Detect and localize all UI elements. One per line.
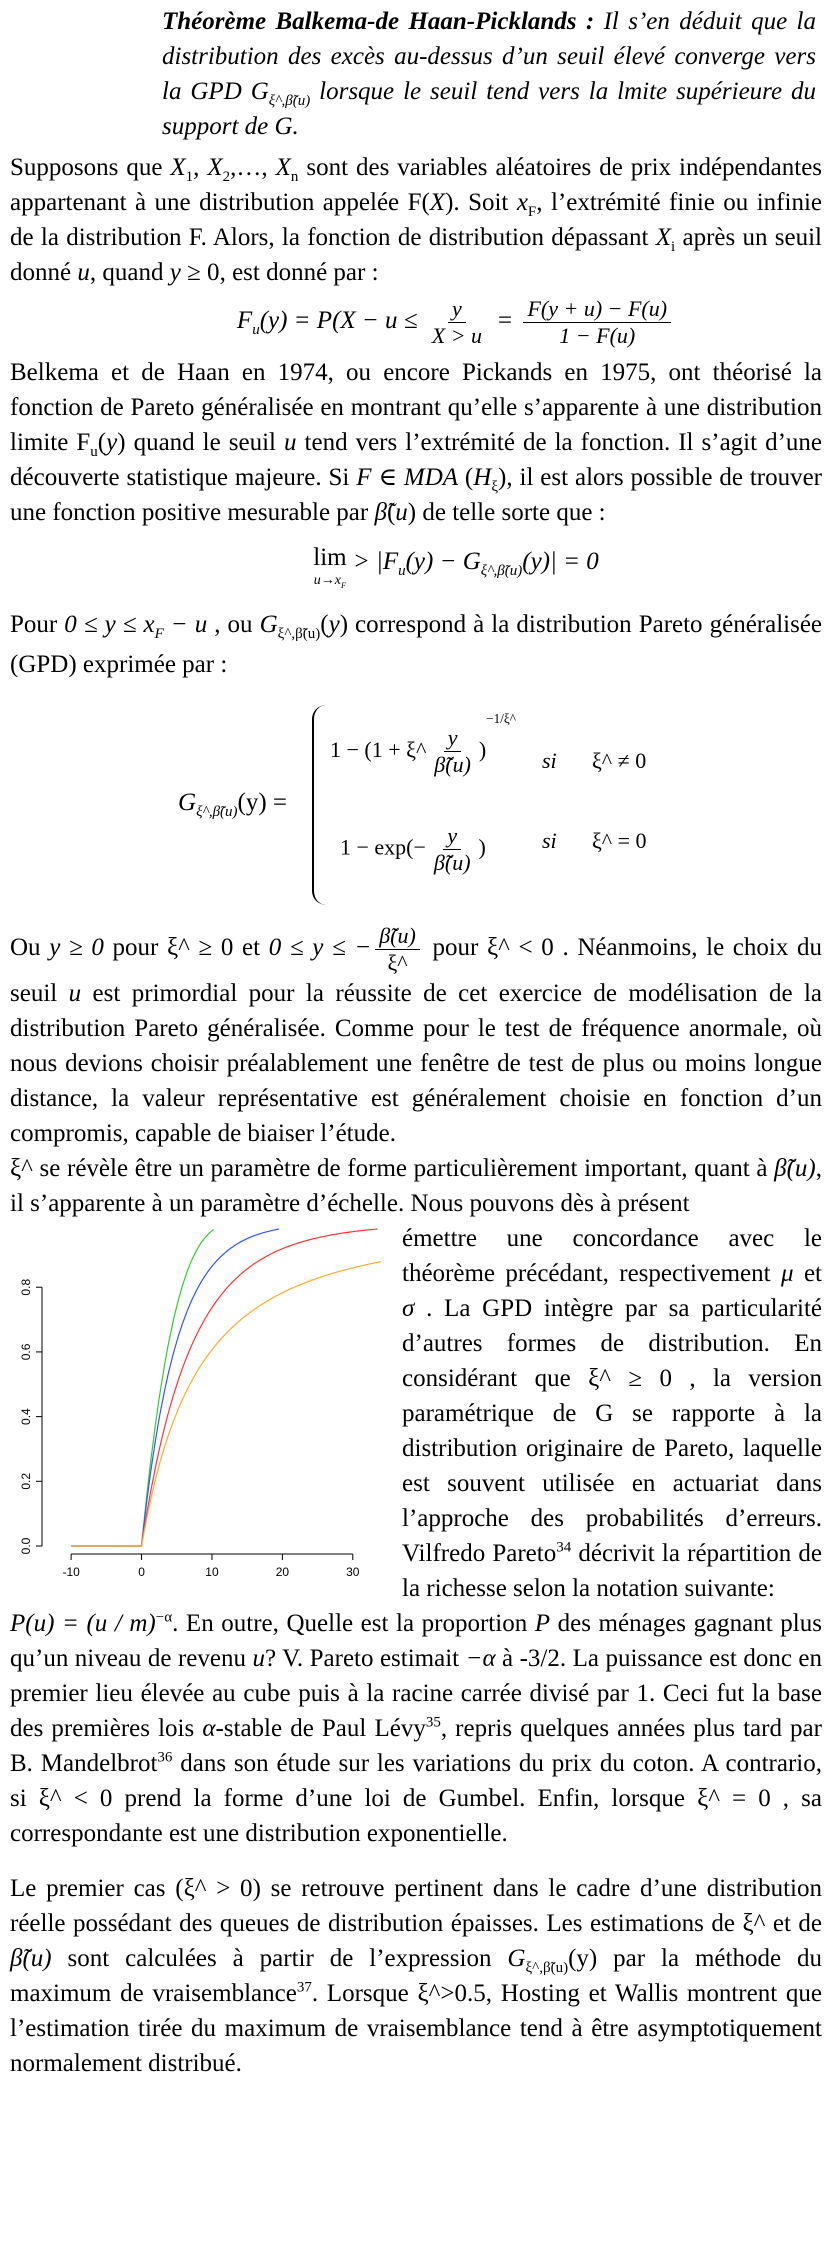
- series-line-green: [71, 1230, 214, 1547]
- document-page: [10, 0, 822, 2081]
- paragraph-6: P(u) = (u / m)$^{-\alpha}$. En outre, Quelle est la proportion P des ménages gagnant plus qu’un niveau de revenu u? V. Pareto estimait −α à -3/2. La puissance est donc en premier lieu élevée au cube puis à la racine carrée divisé par 1. Ceci fut la base des premières lois α-stable de Paul Lévy$^{35}$, repris quelques années plus tard par B. Mandelbrot$^{36}$ dans son étude sur les variations du prix du coton. A contrario, si ξ^ < 0 prend la forme d’une loi de Gumbel. Enfin, lorsque ξ^ = 0 , sa correspondante est une distribution exponentielle.: [10, 1609, 822, 1847]
- y-tick-label: 0.8: [19, 1278, 33, 1296]
- paragraph-7: Le premier cas (ξ^ > 0) se retrouve pertinent dans le cadre d’une distribution réelle possédant des queues de distribution épaisses. Les estimations de ξ^ et de β̃(u) sont calculées à partir de l’expression $G_{\xi\^{},\betã(u)}(y)$ par la méthode du maximum de vraisemblance$^{37}$. Lorsque ξ^>0.5, Hosting et Wallis montrent que l’estimation tirée du maximum de vraisemblance tend à être asymptotiquement normalement distribué.: [10, 1875, 822, 2077]
- cases-brace: [312, 705, 332, 905]
- x-tick-label: 0: [138, 1565, 145, 1579]
- x-tick-label: 10: [205, 1565, 219, 1579]
- theorem-sub: ξ^,β̃(u): [268, 93, 311, 109]
- paragraph-5: ξ^ se révèle être un paramètre de forme particulièrement important, quant à β̃(u), il s’apparente à un paramètre d’échelle. Nous pouvons dès à présent: [10, 1155, 822, 1217]
- theorem-text-2: lorsque le seuil tend vers la lmite supérieure du support de G.: [162, 78, 816, 140]
- y-tick-label: 0.4: [19, 1408, 33, 1425]
- gpd-equation: $G_{\xi\^{},\betã(u)}(y)$ = 1 − (1 + ξ^ $\frac{y}{\betã(u)}$ )$^{-1/\xi\^{}}$ si ξ^ ≠ 0 1 − exp(− $\frac{y}{\betã(u)}$ ) si ξ^ = 0: [10, 699, 822, 911]
- y-tick-label: 0.6: [19, 1343, 33, 1361]
- paragraph-2: Belkema et de Haan en 1974, ou encore Pickands en 1975, ont théorisé la fonction de Pareto généralisée en montrant qu’elle s’apparente à une distribution limite $F_u(y)$ quand le seuil u tend vers l’extrémité de la fonction. Il s’agit d’une découverte statistique majeure. Si F ∈ MDA $(H_\xi)$, il est alors possible de trouver une fonction positive mesurable par β̃(u) de telle sorte que :: [10, 359, 823, 526]
- equation-1: $F_u(y) = P(X - u$ ≤ $\frac{y}{X > u}$ = $\frac{F(y + u) - F(u)}{1 - F(u)}$: [90, 296, 822, 349]
- figure-wrap: [10, 1221, 822, 1606]
- equation-2: lim $u\to x_F$ > $|F_u(y) - G_{\xi\^{},\betã(u)}(y)| = 0$: [313, 544, 599, 590]
- theorem-title: Théorème Balkema-de Haan-Picklands :: [162, 8, 595, 35]
- y-tick-label: 0.0: [19, 1537, 33, 1555]
- gpd-chart: [10, 1221, 400, 1581]
- series-line-orange: [71, 1262, 381, 1546]
- theorem-block: [162, 0, 816, 144]
- series-line-red: [71, 1229, 377, 1546]
- x-tick-label: -10: [62, 1565, 80, 1579]
- x-tick-label: 30: [346, 1565, 360, 1579]
- series-line-blue: [71, 1229, 279, 1546]
- theorem-text: Il s’en déduit que la distribution des excès au-dessus d’un seuil élevé converge vers la GPD G: [162, 8, 817, 105]
- side-paragraph: émettre une concordance avec le théorème précédant, respectivement μ et σ . La GPD intègre par sa particularité d’autres formes de distribution. En considérant que ξ^ ≥ 0 , la version paramétrique de G se rapporte à la distribution originaire de Pareto, laquelle est souvent utilisée en actuariat dans l’approche des probabilités d’erreurs. Vilfredo Pareto$^{34}$ décrivit la répartition de la richesse selon la notation suivante:: [402, 1225, 823, 1602]
- paragraph-1: Supposons que $X_1$, $X_2,\dots$, $X_n$ sont des variables aléatoires de prix indépendantes appartenant à une distribution appelée F(X). Soit $x_F$, l’extrémité finie ou infinie de la distribution F. Alors, la fonction de distribution dépassant $X_i$ après un seuil donné u, quand y ≥ 0, est donné par :: [10, 154, 823, 286]
- paragraph-4: Ou y ≥ 0 pour ξ^ ≥ 0 et 0 ≤ y ≤ − $\frac{\betã(u)}{\xi\^{}}$ pour ξ^ < 0 . Néanmoins, le choix du seuil u est primordial pour la réussite de cet exercice de modélisation de la distribution Pareto généralisée. Comme pour le test de fréquence anormale, où nous devions choisir préalablement une fenêtre de test de plus ou moins longue distance, la valeur représentative est généralement choisie en fonction d’un compromis, capable de biaiser l’étude.: [10, 923, 823, 1147]
- y-tick-label: 0.2: [19, 1472, 33, 1490]
- paragraph-3: Pour $0 \le y \le x_F - u$ , ou $G_{\xi\^{},\betã(u)}(y)$ correspond à la distribution Pareto généralisée (GPD) exprimée par :: [10, 611, 823, 678]
- x-tick-label: 20: [275, 1565, 290, 1579]
